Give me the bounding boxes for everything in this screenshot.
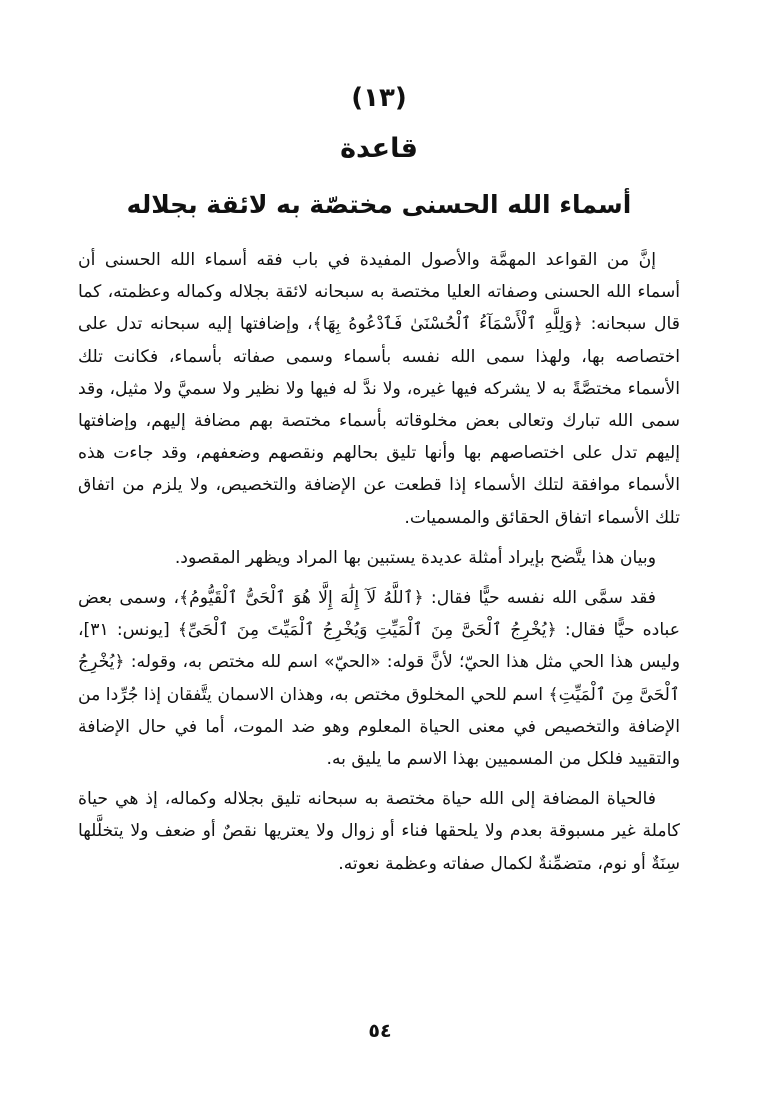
paragraph-2: وبيان هذا يتَّضح بإيراد أمثلة عديدة يستبين بها المراد ويظهر المقصود. (174, 547, 656, 568)
page-title: أسماء الله الحسنى مختصّة به لائقة بجلاله (126, 190, 632, 219)
page-number: ٥٤ (368, 1020, 392, 1042)
rule-label: قاعدة (340, 133, 418, 164)
paragraph-4: فالحياة المضافة إلى الله حياة مختصة به سبحانه تليق بجلاله وكماله، إذ هي حياة كاملة غير مسبوقة بعدم ولا يلحقها فناء أو زوال ولا يعتريها نقصٌ أو ضعف ولا يتخلَّلها سِنَةٌ أو نوم، متضمِّنةٌ لكمال صفاته وعظمة نعوته. (78, 789, 680, 874)
page-body (78, 244, 680, 880)
paragraph-1: إنَّ من القواعد المهمَّة والأصول المفيدة في باب فقه أسماء الله الحسنى أن أسماء الله الحسنى وصفاته العليا مختصة به سبحانه لائقة بجلاله وكماله وعظمته، كما قال سبحانه: ﴿وَلِلَّهِ ٱلْأَسْمَآءُ ٱلْحُسْنَىٰ فَٱدْعُوهُ بِهَا﴾، وإضافتها إليه سبحانه تدل على اختصاصه بها، ولهذا سمى الله نفسه بأسماء وسمى صفاته بأسماء، فكانت تلك الأسماء مختصَّةً به لا يشركه فيها غيره، ولا ندَّ له فيها ولا نظير ولا سميَّ ولا مثيل، وقد سمى الله تبارك وتعالى بعض مخلوقاته بأسماء مختصة بهم مضافة إليهم، وإضافتها إليهم تدل على اختصاصهم بها وأنها تليق بحالهم ونقصهم وضعفهم، وقد جاءت هذه الأسماء موافقة لتلك الأسماء إذا قطعت عن الإضافة والتخصيص، ولا يلزم من اتفاق تلك الأسماء اتفاق الحقائق والمسميات. (78, 250, 680, 528)
paragraph-3: فقد سمَّى الله نفسه حيًّا فقال: ﴿ٱللَّهُ لَآ إِلَٰهَ إِلَّا هُوَ ٱلْحَىُّ ٱلْقَيُّومُ﴾، وسمى بعض عباده حيًّا فقال: ﴿يُخْرِجُ ٱلْحَىَّ مِنَ ٱلْمَيِّتِ وَيُخْرِجُ ٱلْمَيِّتَ مِنَ ٱلْحَىِّ﴾ [يونس: ٣١]، وليس هذا الحي مثل هذا الحيّ؛ لأنَّ قوله: «الحيّ» اسم لله مختص به، وقوله: ﴿يُخْرِجُ ٱلْحَىَّ مِنَ ٱلْمَيِّتِ﴾ اسم للحي المخلوق مختص به، وهذان الاسمان يتَّفقان إذا جُرِّدا من الإضافة والتخصيص في معنى الحياة المعلوم وهو ضد الموت، أما في حال الإضافة والتقييد فلكل من المسميين بهذا الاسم ما يليق به. (78, 588, 680, 770)
rule-number: (١٣) (351, 83, 407, 113)
